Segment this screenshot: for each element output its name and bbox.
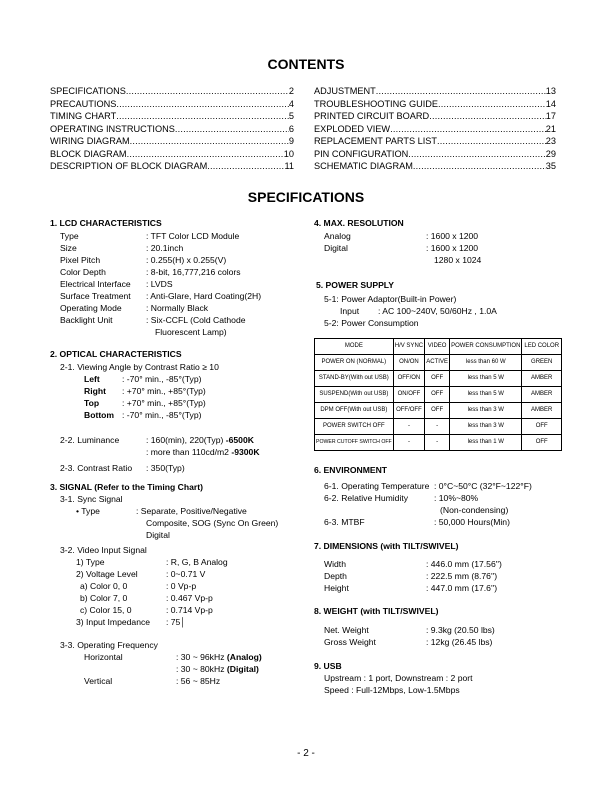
dimension-label: Height — [324, 583, 349, 593]
lcd-value: : Anti-Glare, Hard Coating(2H) — [146, 291, 262, 301]
optical-heading: 2. OPTICAL CHARACTERISTICS — [50, 349, 182, 359]
table-cell: POWER CUTOFF SWITCH OFF — [315, 435, 394, 451]
table-cell: OFF — [522, 419, 562, 435]
env-label: 6-3. MTBF — [324, 517, 365, 527]
power-heading: 5. POWER SUPPLY — [316, 280, 395, 290]
video-label: b) Color 7, 0 — [80, 593, 128, 603]
video-input-label: 3-2. Video Input Signal — [60, 545, 147, 555]
angle-label: Top — [84, 398, 100, 408]
table-cell: POWER SWITCH OFF — [315, 419, 394, 435]
table-cell: less than 3 W — [450, 419, 522, 435]
power-consumption-line: 5-2: Power Consumption — [324, 318, 419, 328]
table-row — [315, 403, 562, 419]
table-cell: AMBER — [522, 403, 562, 419]
contrast-value: : 350(Typ) — [146, 463, 185, 473]
toc-item[interactable]: DESCRIPTION OF BLOCK DIAGRAM ..... 11 — [50, 160, 294, 173]
table-cell: - — [393, 435, 424, 451]
toc-item[interactable]: WIRING DIAGRAM ..... 9 — [50, 135, 294, 148]
table-row — [315, 435, 562, 451]
digital-value: : 1600 x 1200 — [426, 243, 479, 253]
video-value: : 75│ — [166, 617, 186, 627]
table-header-cell: LED COLOR — [522, 339, 562, 355]
table-cell: less than 1 W — [450, 435, 522, 451]
table-cell: ON/ON — [393, 355, 424, 371]
sync-type-value: Digital — [146, 530, 170, 540]
angle-value: : +70° min., +85°(Typ) — [122, 386, 206, 396]
table-cell: OFF — [425, 403, 450, 419]
lcd-value: : Normally Black — [146, 303, 209, 313]
table-cell: OFF — [425, 371, 450, 387]
viewing-angle-line: 2-1. Viewing Angle by Contrast Ratio ≥ 10 — [60, 362, 219, 372]
toc-item[interactable]: PIN CONFIGURATION ..... 29 — [314, 148, 556, 161]
table-header-cell: MODE — [315, 339, 394, 355]
sync-type-value: : Separate, Positive/Negative — [136, 506, 247, 516]
env-label: 6-1. Operating Temperature — [324, 481, 430, 491]
specifications-title: SPECIFICATIONS — [247, 189, 365, 205]
table-header-row — [315, 339, 562, 355]
lcd-value: : 20.1inch — [146, 243, 184, 253]
lcd-value: : 0.255(H) x 0.255(V) — [146, 255, 227, 265]
usb-heading: 9. USB — [314, 661, 342, 671]
table-cell: less than 5 W — [450, 371, 522, 387]
lcd-label: Operating Mode — [60, 303, 122, 313]
horizontal-value: : 30 ~ 80kHz (Digital) — [176, 664, 259, 674]
lcd-label: Type — [60, 231, 79, 241]
video-value: : R, G, B Analog — [166, 557, 228, 567]
table-row — [315, 419, 562, 435]
env-label: 6-2. Relative Humidity — [324, 493, 409, 503]
lcd-value: : 8-bit, 16,777,216 colors — [146, 267, 241, 277]
table-row — [315, 387, 562, 403]
sync-type-label: • Type — [76, 506, 100, 516]
table-cell: less than 3 W — [450, 403, 522, 419]
input-value: : AC 100~240V, 50/60Hz , 1.0A — [378, 306, 497, 316]
toc-item[interactable]: TIMING CHART ..... 5 — [50, 110, 294, 123]
table-cell: OFF/ON — [393, 371, 424, 387]
table-cell: - — [393, 419, 424, 435]
contents-title: CONTENTS — [267, 56, 345, 72]
resolution-heading: 4. MAX. RESOLUTION — [314, 218, 404, 228]
dimension-label: Depth — [324, 571, 347, 581]
dimension-value: : 447.0 mm (17.6'') — [426, 583, 498, 593]
table-cell: - — [425, 435, 450, 451]
environment-heading: 6. ENVIRONMENT — [314, 465, 388, 475]
angle-label: Right — [84, 386, 106, 396]
video-label: 1) Type — [76, 557, 105, 567]
toc-item[interactable]: BLOCK DIAGRAM ..... 10 — [50, 148, 294, 161]
page-number: - 2 - — [297, 748, 315, 759]
weight-value: : 9.3kg (20.50 lbs) — [426, 625, 495, 635]
env-value: : 10%~80% — [434, 493, 479, 503]
dimensions-heading: 7. DIMENSIONS (with TILT/SWIVEL) — [314, 541, 459, 551]
operating-frequency-label: 3-3. Operating Frequency — [60, 640, 158, 650]
toc-item[interactable]: EXPLODED VIEW ..... 21 — [314, 123, 556, 136]
angle-label: Bottom — [84, 410, 115, 420]
video-value: : 0.714 Vp-p — [166, 605, 213, 615]
table-header-cell: POWER CONSUMPTION — [450, 339, 522, 355]
power-adaptor-line: 5-1: Power Adaptor(Built-in Power) — [324, 294, 457, 304]
table-row — [315, 355, 562, 371]
lcd-label: Pixel Pitch — [60, 255, 101, 265]
video-label: 3) Input Impedance — [76, 617, 151, 627]
video-value: : 0~0.71 V — [166, 569, 206, 579]
dimension-value: : 446.0 mm (17.56'') — [426, 559, 502, 569]
env-value: : 0°C~50°C (32°F~122°F) — [434, 481, 532, 491]
table-cell: GREEN — [522, 355, 562, 371]
contrast-label: 2-3. Contrast Ratio — [60, 463, 133, 473]
table-header-cell: H/V SYNC — [393, 339, 424, 355]
weight-heading: 8. WEIGHT (with TILT/SWIVEL) — [314, 606, 439, 616]
usb-speed-line: Speed : Full-12Mbps, Low-1.5Mbps — [324, 685, 460, 695]
vertical-value: : 56 ~ 85Hz — [176, 676, 221, 686]
angle-label: Left — [84, 374, 100, 384]
lcd-label: Size — [60, 243, 77, 253]
digital-label: Digital — [324, 243, 348, 253]
table-cell: - — [425, 419, 450, 435]
digital-value: 1280 x 1024 — [434, 255, 482, 265]
luminance-label: 2-2. Luminance — [60, 435, 120, 445]
table-header-cell: VIDEO — [425, 339, 450, 355]
table-cell: less than 5 W — [450, 387, 522, 403]
table-cell: AMBER — [522, 371, 562, 387]
sync-type-value: Composite, SOG (Sync On Green) — [146, 518, 279, 528]
lcd-value: : Six-CCFL (Cold Cathode — [146, 315, 246, 325]
toc-item[interactable]: TROUBLESHOOTING GUIDE ..... 14 — [314, 98, 556, 111]
luminance-value: : more than 110cd/m2 -9300K — [146, 447, 260, 457]
table-cell: AMBER — [522, 387, 562, 403]
lcd-label: Color Depth — [60, 267, 106, 277]
table-cell: less than 60 W — [450, 355, 522, 371]
video-label: a) Color 0, 0 — [80, 581, 128, 591]
table-cell: OFF/OFF — [393, 403, 424, 419]
lcd-value: : LVDS — [146, 279, 173, 289]
lcd-value: : TFT Color LCD Module — [146, 231, 240, 241]
dimension-value: : 222.5 mm (8.76'') — [426, 571, 498, 581]
toc-item[interactable]: PRECAUTIONS ..... 4 — [50, 98, 294, 111]
signal-heading: 3. SIGNAL (Refer to the Timing Chart) — [50, 482, 203, 492]
lcd-value: Fluorescent Lamp) — [155, 327, 227, 337]
weight-value: : 12kg (26.45 lbs) — [426, 637, 493, 647]
usb-ports-line: Upstream : 1 port, Downstream : 2 port — [324, 673, 473, 683]
env-value: (Non-condensing) — [440, 505, 509, 515]
angle-value: : -70° min., -85°(Typ) — [122, 374, 202, 384]
table-cell: ACTIVE — [425, 355, 450, 371]
power-consumption-table — [314, 338, 562, 451]
lcd-label: Electrical Interface — [60, 279, 131, 289]
video-label: c) Color 15, 0 — [80, 605, 132, 615]
vertical-label: Vertical — [84, 676, 113, 686]
table-cell: OFF — [425, 387, 450, 403]
table-row — [315, 371, 562, 387]
toc-item[interactable]: OPERATING INSTRUCTIONS ..... 6 — [50, 123, 294, 136]
toc-right-column — [314, 85, 556, 173]
toc-item[interactable]: REPLACEMENT PARTS LIST ..... 23 — [314, 135, 556, 148]
toc-item[interactable]: SPECIFICATIONS ..... 2 — [50, 85, 294, 98]
weight-label: Gross Weight — [324, 637, 376, 647]
weight-label: Net. Weight — [324, 625, 369, 635]
table-cell: SUSPEND(With out USB) — [315, 387, 394, 403]
angle-value: : +70° min., +85°(Typ) — [122, 398, 206, 408]
horizontal-value: : 30 ~ 96kHz (Analog) — [176, 652, 262, 662]
lcd-label: Backlight Unit — [60, 315, 113, 325]
video-value: : 0.467 Vp-p — [166, 593, 213, 603]
table-cell: STAND-BY(With out USB) — [315, 371, 394, 387]
lcd-label: Surface Treatment — [60, 291, 131, 301]
sync-signal-label: 3-1. Sync Signal — [60, 494, 123, 504]
toc-item[interactable]: ADJUSTMENT ..... 13 — [314, 85, 556, 98]
table-cell: OFF — [522, 435, 562, 451]
dimension-label: Width — [324, 559, 346, 569]
input-label: Input — [340, 306, 360, 316]
toc-left-column — [50, 85, 294, 173]
angle-value: : -70° min., -85°(Typ) — [122, 410, 202, 420]
video-label: 2) Voltage Level — [76, 569, 138, 579]
table-cell: ON/OFF — [393, 387, 424, 403]
table-cell: DPM OFF(With out USB) — [315, 403, 394, 419]
toc-item[interactable]: SCHEMATIC DIAGRAM ..... 35 — [314, 160, 556, 173]
luminance-value: : 160(min), 220(Typ) -6500K — [146, 435, 254, 445]
horizontal-label: Horizontal — [84, 652, 123, 662]
video-value: : 0 Vp-p — [166, 581, 197, 591]
analog-value: : 1600 x 1200 — [426, 231, 479, 241]
table-cell: POWER ON (NORMAL) — [315, 355, 394, 371]
env-value: : 50,000 Hours(Min) — [434, 517, 510, 527]
lcd-heading: 1. LCD CHARACTERISTICS — [50, 218, 162, 228]
toc-item[interactable]: PRINTED CIRCUIT BOARD ..... 17 — [314, 110, 556, 123]
analog-label: Analog — [324, 231, 351, 241]
